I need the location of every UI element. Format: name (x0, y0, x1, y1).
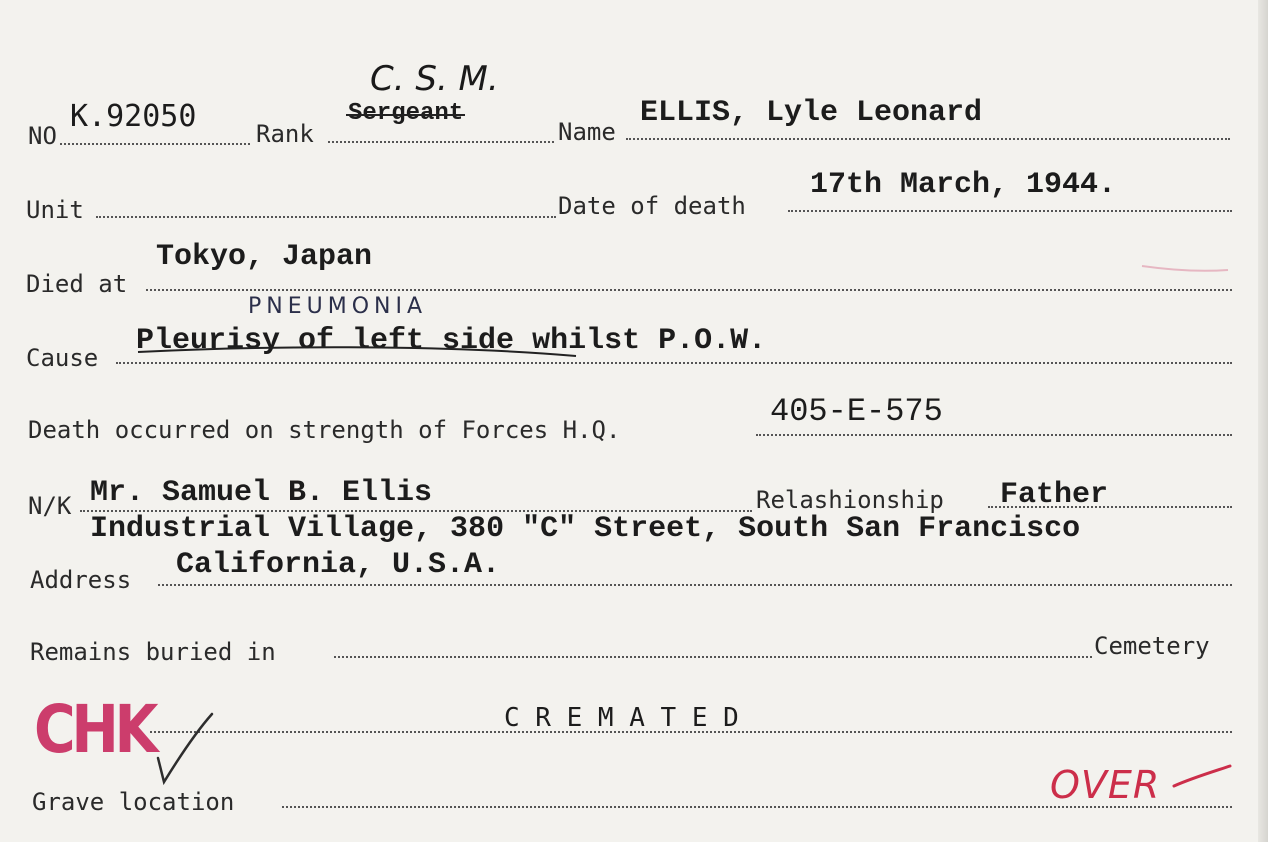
relationship-label: Relashionship (756, 486, 944, 514)
remains-buried-label: Remains buried in (30, 638, 276, 666)
remains-rule (334, 656, 1092, 658)
next-of-kin-value: Mr. Samuel B. Ellis (90, 476, 433, 510)
cause-value: Pleurisy of left side whilst P.O.W. (136, 324, 767, 358)
forces-hq-label: Death occurred on strength of Forces H.Q. (28, 416, 621, 444)
arrow-icon (1172, 762, 1234, 792)
unit-rule (96, 216, 556, 218)
died-at-label: Died at (26, 270, 128, 298)
date-of-death-label: Date of death (558, 192, 746, 220)
cause-strikethrough (136, 340, 578, 360)
checkmark-icon (150, 706, 218, 786)
name-rule (626, 138, 1230, 140)
address-line-1: Industrial Village, 380 "C" Street, South San Francisco (90, 512, 1081, 546)
unit-label: Unit (26, 196, 84, 224)
date-rule (788, 210, 1232, 212)
address-rule (158, 584, 1232, 586)
cause-label: Cause (26, 344, 99, 372)
cremated-value: C R E M A T E D (504, 703, 739, 733)
cemetery-label: Cemetery (1094, 632, 1210, 660)
rank-label: Rank (256, 120, 314, 148)
rank-value-struck: Sergeant (348, 100, 464, 127)
relationship-value: Father (1000, 478, 1109, 512)
name-value: ELLIS, Lyle Leonard (640, 96, 983, 130)
no-rule (60, 143, 250, 145)
died-at-rule (146, 289, 1232, 291)
no-label: NO (28, 122, 57, 150)
date-of-death-value: 17th March, 1944. (810, 168, 1117, 202)
over-note: OVER (1050, 763, 1161, 807)
died-at-value: Tokyo, Japan (156, 240, 373, 274)
grave-location-label: Grave location (32, 788, 235, 816)
forces-hq-rule (756, 434, 1232, 436)
stray-mark (1140, 262, 1230, 276)
next-of-kin-label: N/K (28, 492, 72, 520)
service-number: K.92050 (70, 99, 197, 134)
address-label: Address (30, 566, 132, 594)
address-line-2: California, U.S.A. (176, 548, 501, 582)
cause-handwritten-correction: PNEUMONIA (248, 294, 428, 319)
rank-value (348, 102, 463, 126)
cause-rule (116, 362, 1232, 364)
name-label: Name (558, 118, 616, 146)
chk-stamp: CHK (34, 691, 155, 768)
rank-rule (328, 141, 554, 143)
rank-handwritten-correction: C. S. M. (370, 59, 499, 99)
forces-hq-value: 405-E-575 (770, 393, 943, 430)
